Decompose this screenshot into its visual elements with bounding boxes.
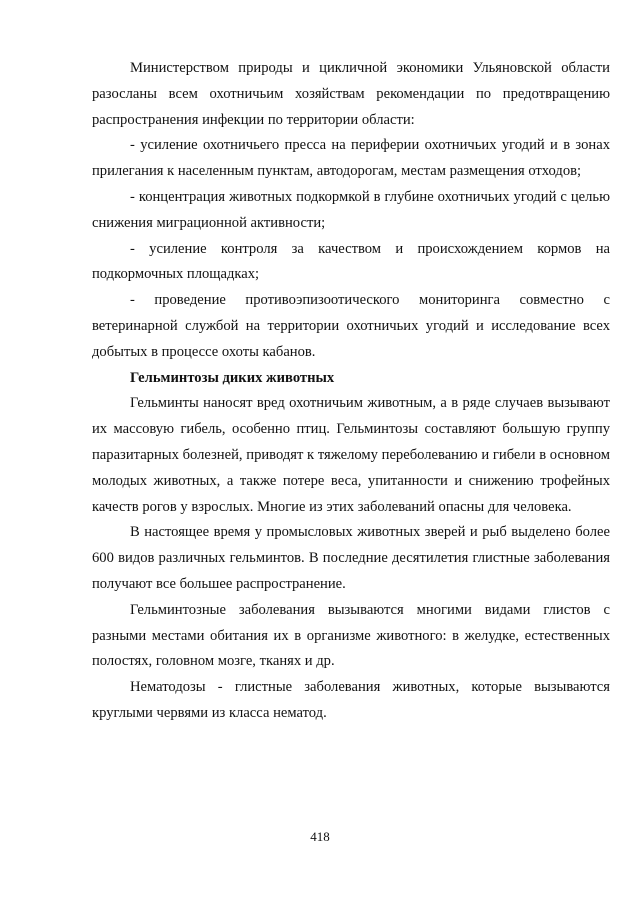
paragraph-helminth-species: В настоящее время у промысловых животных зверей и рыб выделено более 600 видов различных гельминтов. В последние десятилетия глистные заболевания получают все большее распространение. — [92, 524, 610, 592]
paragraph-ministry-recommendations: Министерством природы и цикличной экономики Ульяновской области разосланы всем охотничьим хозяйствам рекомендации по предотвращению распространения инфекции по территории области: — [92, 60, 610, 128]
paragraph-nematodoses: Нематодозы - глистные заболевания животных, которые вызываются круглыми червями из класса нематод. — [92, 679, 610, 721]
list-item-feed-control: - усиление контроля за качеством и происхождением кормов на подкормочных площадках; — [92, 240, 610, 283]
paragraph-helminth-locations: Гельминтозные заболевания вызываются многими видами глистов с разными местами обитания их в организме животного: в желудке, естественных полостях, головном мозге, тканях и др. — [92, 601, 610, 670]
section-heading: Гельминтозы диких животных — [130, 369, 335, 386]
paragraph-helminth-harm: Гельминты наносят вред охотничьим животным, а в ряде случаев вызывают их массовую гибель, особенно птиц. Гельминтозы составляют большую группу паразитарных болезней, приводят к тяжелому переболеванию и гибели в основном молодых животных, а также потере веса, упитанности и снижению трофейных качеств рогов у взрослых. Многие из этих заболеваний опасны для человека. — [92, 395, 610, 515]
page-number: 418 — [310, 829, 330, 844]
document-page — [92, 56, 610, 727]
list-item-monitoring: - проведение противоэпизоотического мониторинга совместно с ветеринарной службой на территории охотничьих угодий и исследование всех добытых в процессе охоты кабанов. — [92, 292, 610, 360]
list-item-hunting-pressure: - усиление охотничьего пресса на периферии охотничьих угодий и в зонах прилегания к населенным пунктам, автодорогам, местам размещения отходов; — [92, 137, 610, 180]
list-item-feeding-concentration: - концентрация животных подкормкой в глубине охотничьих угодий с целью снижения миграционной активности; — [92, 188, 610, 231]
